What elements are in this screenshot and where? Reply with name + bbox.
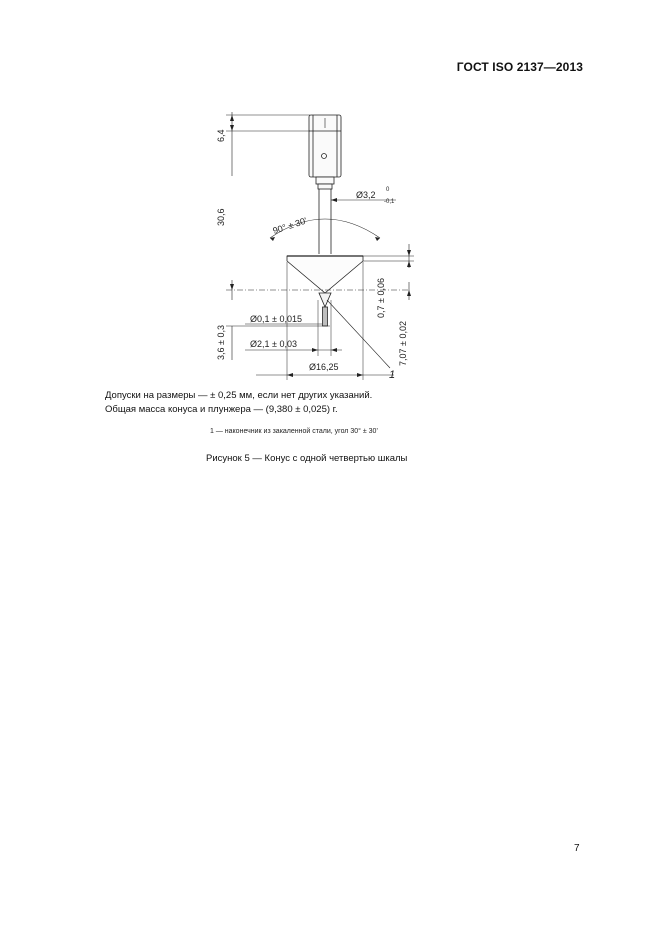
dim-dia-16-25: Ø16,25 [309,362,339,372]
cone-body [287,256,363,293]
hardened-tip [319,293,331,307]
callout-1: 1 [389,369,396,381]
dim-dia-3-2-upper: 0 [386,187,390,193]
dim-3-6: 3,6 ± 0,3 [216,325,226,360]
dim-0-7: 0,7 ± 0,06 [376,278,386,318]
figure-legend: 1 — наконечник из закаленной стали, угол 30° ± 30' [210,428,378,435]
dim-7-07: 7,07 ± 0,02 [398,321,408,366]
figure-caption: Рисунок 5 — Конус с одной четвертью шкалы [206,453,408,464]
dim-dia-3-2-lower: -0,1 [384,199,395,205]
dim-angle: 90° ± 30' [271,215,309,236]
dim-dia-2-1: Ø2,1 ± 0,03 [250,339,297,349]
tolerance-note: Допуски на размеры — ± 0,25 мм, если нет других указаний. [105,390,373,401]
dim-6-4: 6,4 [216,129,226,142]
cone-drawing [0,0,661,400]
dim-30-6: 30,6 [216,208,226,226]
page-number: 7 [574,843,580,854]
dim-dia-0-1: Ø0,1 ± 0,015 [250,314,302,324]
dim-dia-3-2: Ø3,2 [356,190,376,200]
mass-note: Общая масса конуса и плунжера — (9,380 ± 0,025) г. [105,404,338,415]
standard-header: ГОСТ ISO 2137—2013 [456,60,583,74]
